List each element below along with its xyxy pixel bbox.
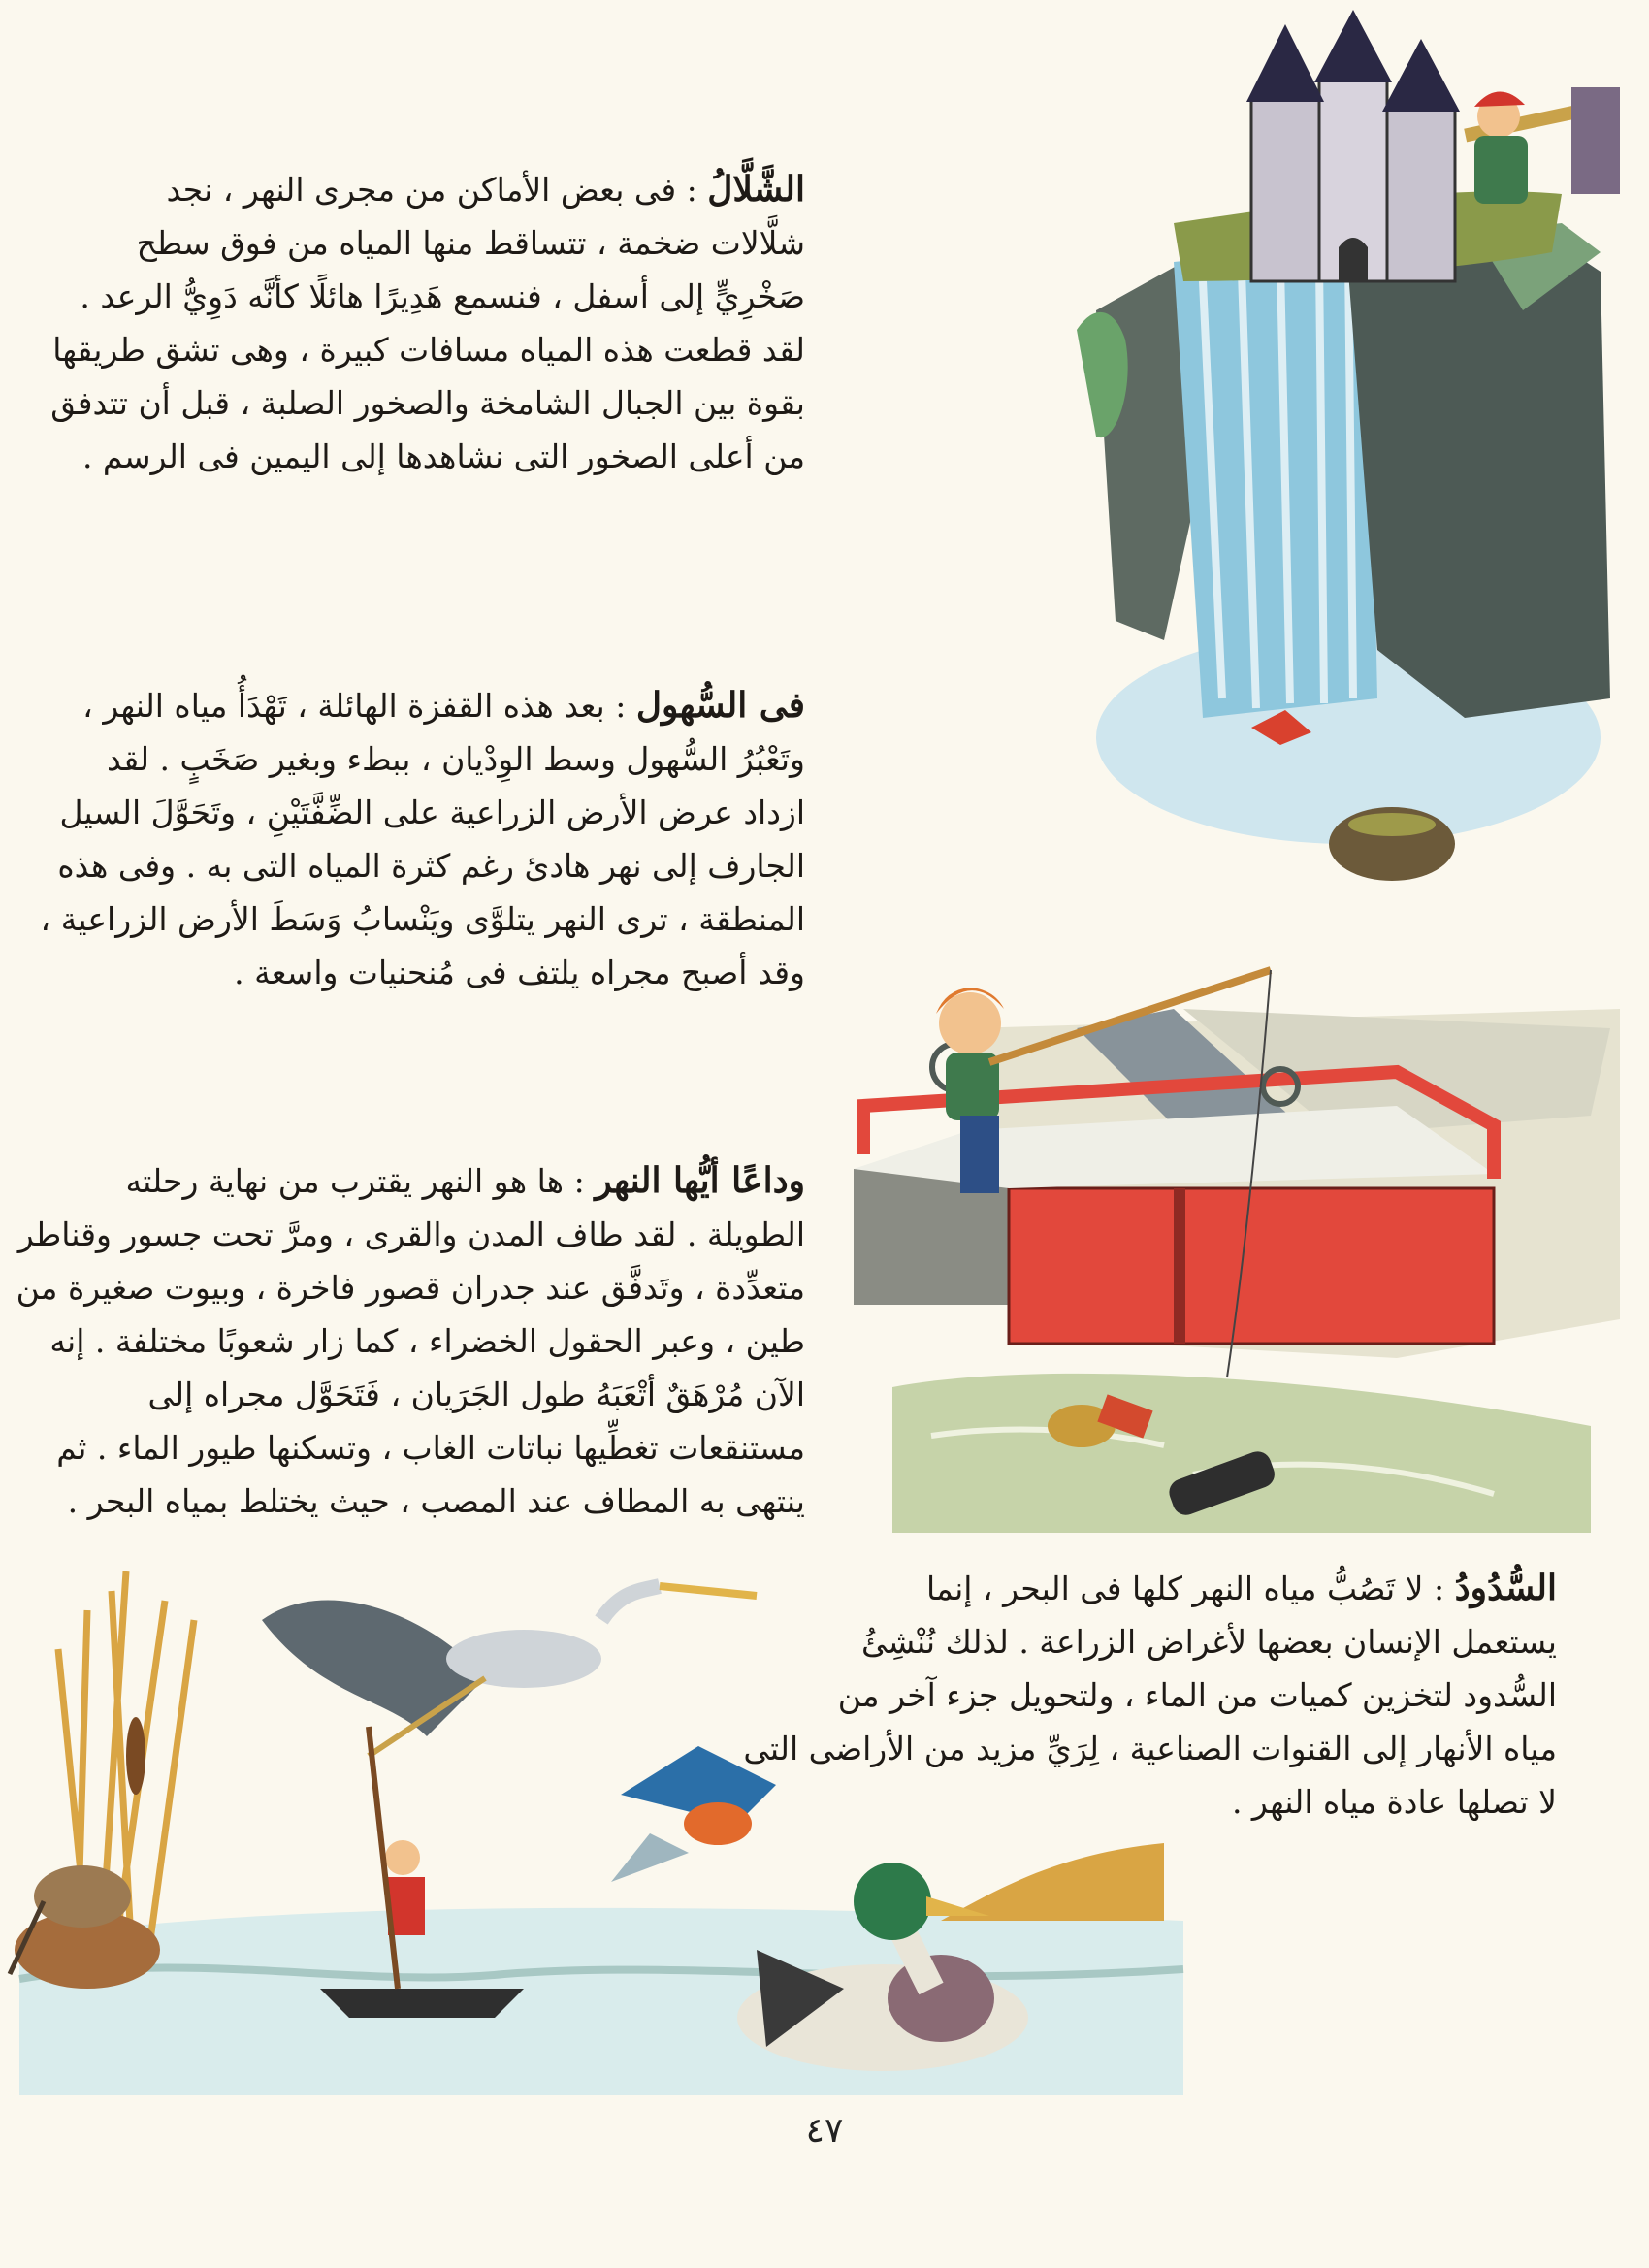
castle-tower-right bbox=[1387, 107, 1455, 281]
text-line: صَخْرِيٍّ إلى أسفل ، فنسمع هَدِيرًا هائلًا كأنَّه دَوِيُّ الرعد . bbox=[80, 277, 805, 315]
punt-boat bbox=[320, 1989, 524, 2018]
heading-separator: : bbox=[676, 171, 708, 209]
castle-door bbox=[1339, 238, 1368, 281]
text-line: طين ، وعبر الحقول الخضراء ، كما زار شعوبًا مختلفة . إنه bbox=[49, 1322, 805, 1360]
text-line: متعدِّدة ، وتَدفَّق عند جدران قصور فاخرة ، وبيوت صغيرة من bbox=[16, 1269, 805, 1307]
heron-beak bbox=[660, 1586, 757, 1596]
text-line: ها هو النهر يقترب من نهاية رحلته bbox=[125, 1162, 565, 1200]
paragraph-plains bbox=[40, 679, 805, 999]
heron-body bbox=[446, 1630, 601, 1688]
dam-gate bbox=[1009, 1188, 1494, 1344]
right-cliff bbox=[1348, 213, 1610, 718]
far-reeds bbox=[941, 1843, 1164, 1921]
fish-in-beak bbox=[611, 1833, 689, 1882]
kingfisher-breast bbox=[684, 1802, 752, 1845]
text-line: ينتهى به المطاف عند المصب ، حيث يختلط بمياه البحر . bbox=[67, 1482, 805, 1520]
text-line: شلَّالات ضخمة ، تتساقط منها المياه من فوق سطح bbox=[136, 224, 805, 262]
text-line: بعد هذه القفزة الهائلة ، تَهْدَأُ مياه النهر ، bbox=[82, 687, 605, 725]
text-line: بقوة بين الجبال الشامخة والصخور الصلبة ، قبل أن تتدفق bbox=[50, 384, 805, 422]
paragraph-farewell-first-line bbox=[87, 1154, 805, 1208]
text-line: مستنقعات تغطِّيها نباتات الغاب ، وتسكنها طيور الماء . ثم bbox=[56, 1429, 805, 1467]
castle-roof bbox=[1246, 24, 1324, 102]
distant-figure bbox=[1571, 87, 1620, 194]
boy-body bbox=[1474, 136, 1528, 204]
text-line: من أعلى الصخور التى نشاهدها إلى اليمين فى الرسم . bbox=[81, 437, 805, 475]
text-line: مياه الأنهار إلى القنوات الصناعية ، لِرَيِّ مزيد من الأراضى التى bbox=[743, 1730, 1557, 1767]
text-line: لا تصلها عادة مياه النهر . bbox=[1231, 1783, 1557, 1821]
boy-cap bbox=[1474, 91, 1525, 107]
text-line: لا تَصُبُّ مياه النهر كلها فى البحر ، إنما bbox=[925, 1570, 1424, 1607]
paragraph-waterfall bbox=[50, 163, 805, 483]
heading-separator: : bbox=[1423, 1570, 1455, 1607]
duck-head bbox=[854, 1863, 931, 1940]
heron-neck bbox=[601, 1586, 660, 1620]
text-line: وقد أصبح مجراه يلتف فى مُنحنيات واسعة . bbox=[234, 954, 805, 991]
paragraph-waterfall-first-line bbox=[87, 163, 805, 216]
marsh-birds-illustration bbox=[19, 1533, 1183, 2095]
text-line: الآن مُرْهَقٌ أتْعَبَهُ طول الجَرَيان ، فَتَحَوَّل مجراه إلى bbox=[147, 1376, 805, 1413]
snipe-body bbox=[34, 1865, 131, 1928]
paragraph-plains-first-line bbox=[82, 679, 805, 732]
duck-breast bbox=[888, 1955, 994, 2042]
heading-farewell: وداعًا أيُّها النهر bbox=[595, 1160, 805, 1201]
text-line: فى بعض الأماكن من مجرى النهر ، نجد bbox=[166, 171, 677, 209]
text-line: وتَعْبُرُ السُّهول وسط الوِدْيان ، ببطء وبغير صَخَبٍ . لقد bbox=[107, 740, 805, 778]
water-surface bbox=[892, 1374, 1591, 1533]
heading-separator: : bbox=[604, 687, 636, 725]
stone-moss bbox=[1348, 813, 1436, 836]
boy-head bbox=[939, 992, 1001, 1054]
cattail bbox=[126, 1717, 146, 1795]
heading-dams: السُّدُودُ bbox=[1454, 1568, 1557, 1608]
castle-tower-left bbox=[1251, 97, 1319, 281]
dam-fishing-boy-illustration bbox=[854, 970, 1620, 1533]
paragraph-farewell bbox=[16, 1154, 805, 1528]
text-line: لقد قطعت هذه المياه مسافات كبيرة ، وهى تشق طريقها bbox=[52, 331, 805, 369]
text-line: يستعمل الإنسان بعضها لأغراض الزراعة . لذلك نُنْشِئُ bbox=[861, 1623, 1557, 1661]
text-line: الطويلة . لقد طاف المدن والقرى ، ومرَّ تحت جسور وقناطر bbox=[17, 1215, 805, 1253]
text-line: السُّدود لتخزين كميات من الماء ، ولتحويل جزء آخر من bbox=[837, 1676, 1557, 1714]
text-line: الجارف إلى نهر هادئ رغم كثرة المياه التى به . وفى هذه bbox=[57, 847, 805, 885]
castle-roof bbox=[1382, 39, 1460, 112]
heading-waterfall: الشَّلَّالُ bbox=[707, 169, 805, 210]
boy-legs bbox=[960, 1116, 999, 1193]
castle-waterfall-illustration bbox=[1057, 19, 1639, 912]
gate-divider bbox=[1174, 1188, 1185, 1344]
text-line: ازداد عرض الأرض الزراعية على الضِّفَّتَيْنِ ، وتَحَوَّلَ السيل bbox=[59, 794, 805, 831]
heading-separator: : bbox=[564, 1162, 596, 1200]
heading-plains: فى السُّهول bbox=[635, 685, 805, 726]
page-number: ٤٧ bbox=[805, 2111, 844, 2151]
castle-roof bbox=[1314, 10, 1392, 82]
text-line: المنطقة ، ترى النهر يتلوَّى ويَنْسابُ وَسَطَ الأرض الزراعية ، bbox=[40, 900, 805, 938]
boatman-head bbox=[385, 1840, 420, 1875]
